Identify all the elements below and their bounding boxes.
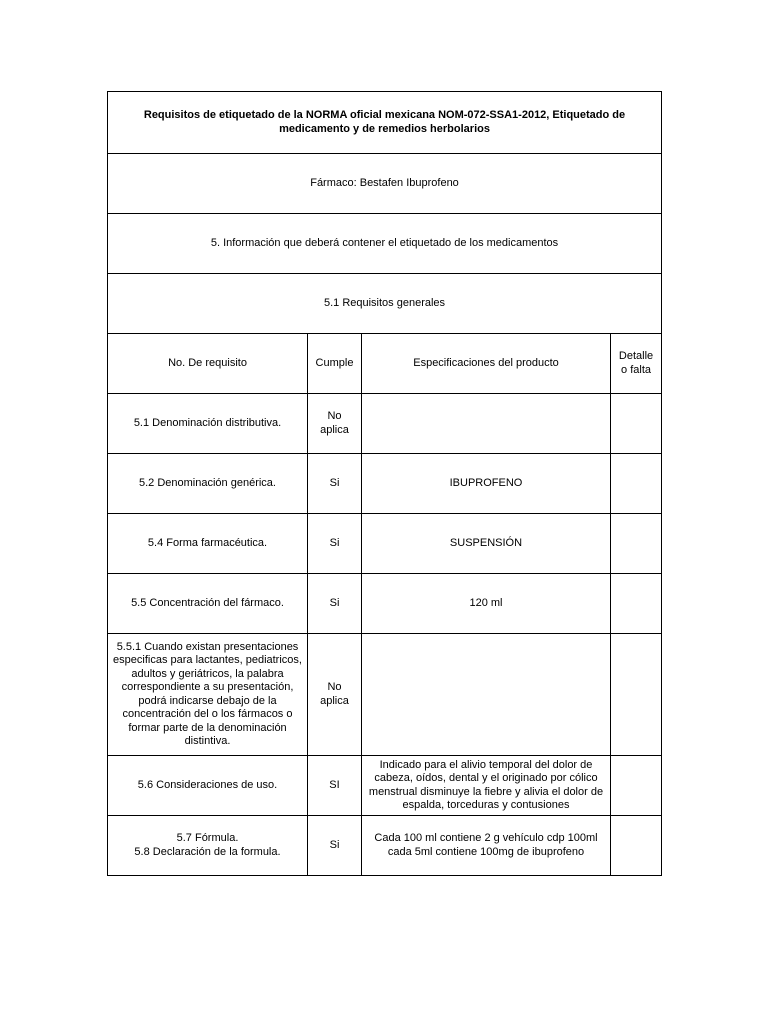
specifications-cell: Cada 100 ml contiene 2 g vehículo cdp 100ml cada 5ml contiene 100mg de ibuprofeno bbox=[362, 816, 611, 876]
complies-cell: No aplica bbox=[308, 634, 362, 756]
requirement-cell: 5.7 Fórmula. 5.8 Declaración de la formula. bbox=[108, 816, 308, 876]
header-requirement: No. De requisito bbox=[108, 334, 308, 394]
table-row bbox=[108, 454, 662, 514]
header-specifications: Especificaciones del producto bbox=[362, 334, 611, 394]
drug-row bbox=[108, 154, 662, 214]
complies-cell: Si bbox=[308, 816, 362, 876]
table-header-row bbox=[108, 334, 662, 394]
detail-cell bbox=[611, 574, 662, 634]
specifications-cell: Indicado para el alivio temporal del dolor de cabeza, oídos, dental y el originado por cólico menstrual disminuye la fiebre y alivia el dolor de espalda, torceduras y contusiones bbox=[362, 756, 611, 816]
requirement-cell: 5.2 Denominación genérica. bbox=[108, 454, 308, 514]
requirement-cell: 5.4 Forma farmacéutica. bbox=[108, 514, 308, 574]
subsection-heading: 5.1 Requisitos generales bbox=[108, 274, 662, 334]
section-row bbox=[108, 214, 662, 274]
complies-cell: Si bbox=[308, 514, 362, 574]
table-row bbox=[108, 574, 662, 634]
detail-cell bbox=[611, 756, 662, 816]
detail-cell bbox=[611, 454, 662, 514]
complies-cell: Si bbox=[308, 454, 362, 514]
specifications-cell bbox=[362, 634, 611, 756]
requirement-cell: 5.5.1 Cuando existan presentaciones especificas para lactantes, pediatricos, adultos y geriátricos, la palabra correspondiente a su presentación, podrá indicarse debajo de la concentración del o los fármacos o formar parte de la denominación distintiva. bbox=[108, 634, 308, 756]
detail-cell bbox=[611, 634, 662, 756]
section-heading: 5. Información que deberá contener el etiquetado de los medicamentos bbox=[108, 214, 662, 274]
specifications-cell: 120 ml bbox=[362, 574, 611, 634]
detail-cell bbox=[611, 394, 662, 454]
document-title: Requisitos de etiquetado de la NORMA oficial mexicana NOM-072-SSA1-2012, Etiquetado de medicamento y de remedios herbolarios bbox=[108, 92, 662, 154]
subsection-row bbox=[108, 274, 662, 334]
specifications-cell: IBUPROFENO bbox=[362, 454, 611, 514]
requirement-cell: 5.6 Consideraciones de uso. bbox=[108, 756, 308, 816]
table-row bbox=[108, 756, 662, 816]
complies-cell: Si bbox=[308, 574, 362, 634]
title-row bbox=[108, 92, 662, 154]
drug-name: Fármaco: Bestafen Ibuprofeno bbox=[108, 154, 662, 214]
table-row bbox=[108, 634, 662, 756]
detail-cell bbox=[611, 816, 662, 876]
complies-cell: No aplica bbox=[308, 394, 362, 454]
specifications-cell bbox=[362, 394, 611, 454]
labeling-requirements-table bbox=[107, 91, 662, 876]
header-complies: Cumple bbox=[308, 334, 362, 394]
complies-cell: SI bbox=[308, 756, 362, 816]
detail-cell bbox=[611, 514, 662, 574]
table-row bbox=[108, 514, 662, 574]
header-detail: Detalle o falta bbox=[611, 334, 662, 394]
table-row bbox=[108, 816, 662, 876]
requirement-cell: 5.5 Concentración del fármaco. bbox=[108, 574, 308, 634]
requirement-cell: 5.1 Denominación distributiva. bbox=[108, 394, 308, 454]
table-row bbox=[108, 394, 662, 454]
specifications-cell: SUSPENSIÓN bbox=[362, 514, 611, 574]
